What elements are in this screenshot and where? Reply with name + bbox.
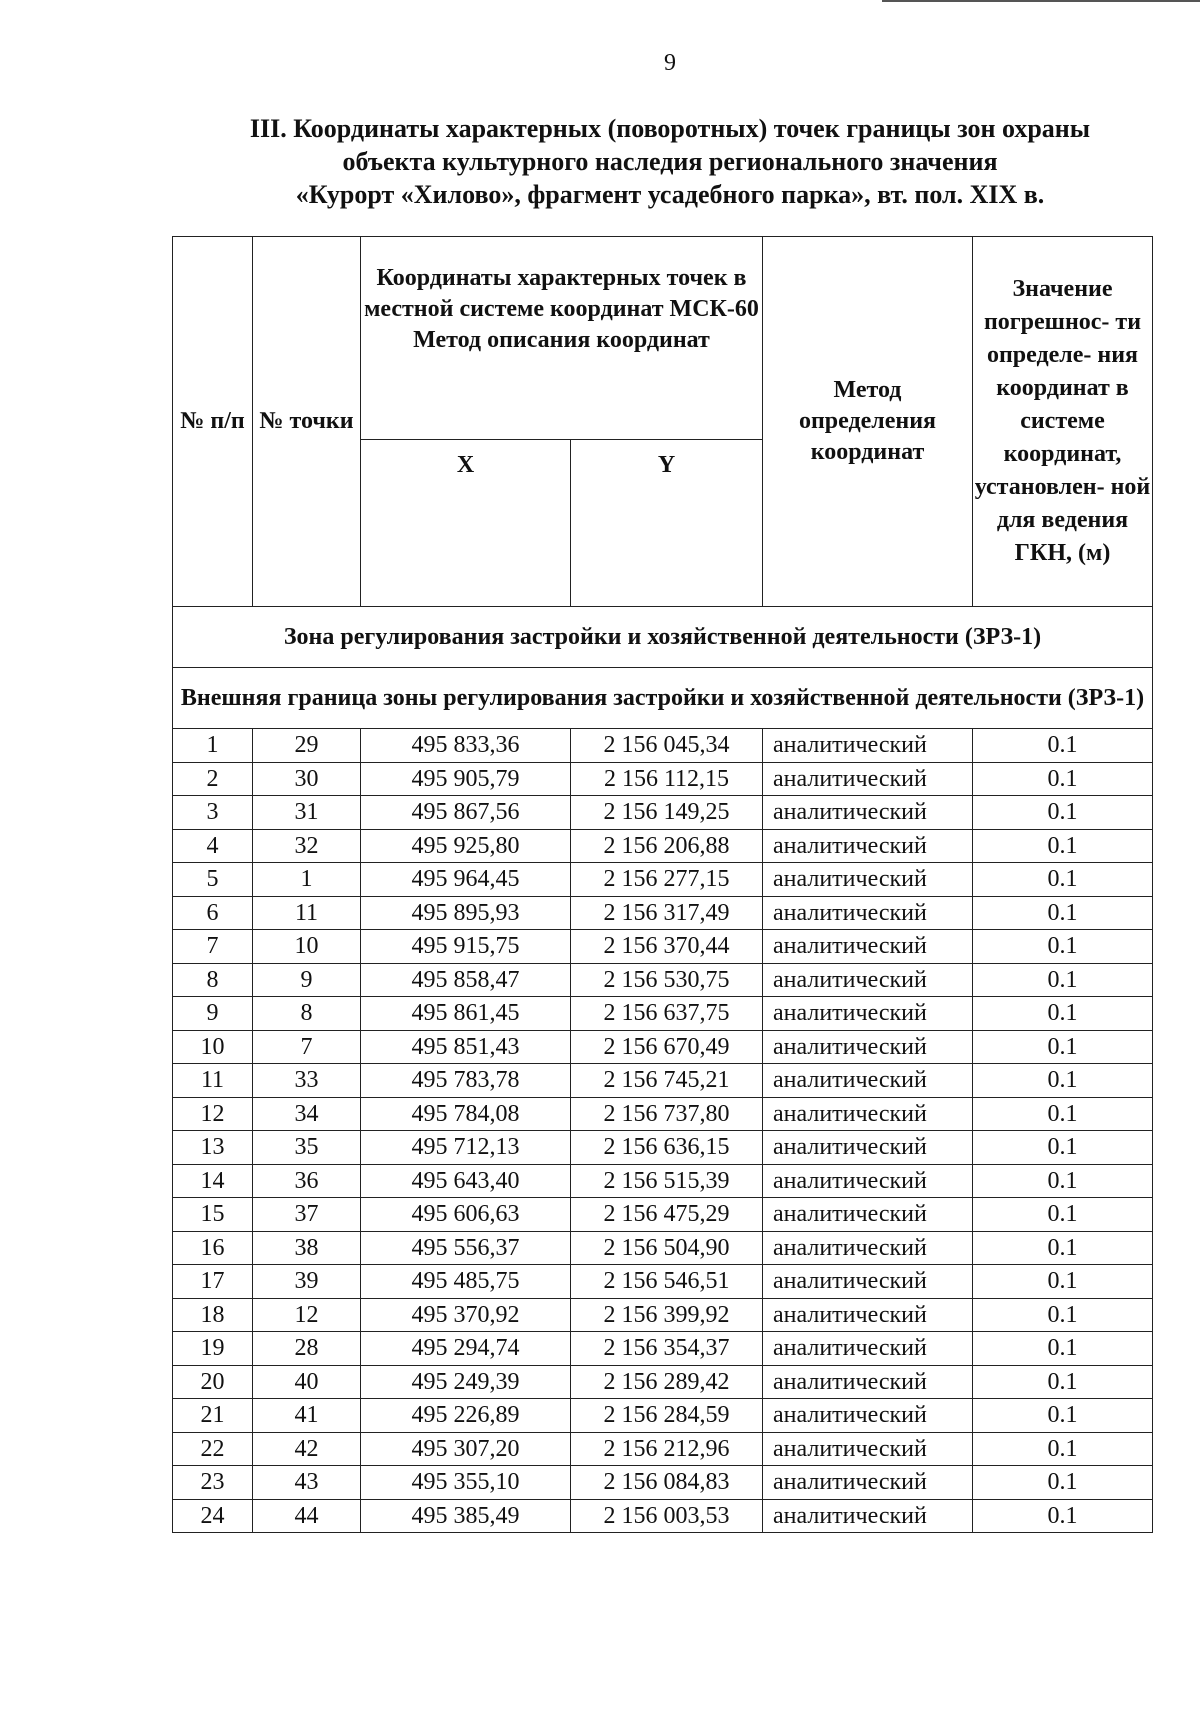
cell-row-number: 6 — [173, 896, 253, 930]
table-row — [173, 1231, 1153, 1265]
cell-y: 2 156 737,80 — [571, 1097, 763, 1131]
cell-accuracy: 0.1 — [973, 1466, 1153, 1500]
section-title — [160, 112, 1180, 211]
cell-x: 495 915,75 — [361, 930, 571, 964]
cell-x: 495 307,20 — [361, 1432, 571, 1466]
cell-method: аналитический — [763, 729, 973, 763]
cell-row-number: 18 — [173, 1298, 253, 1332]
cell-point-number: 37 — [253, 1198, 361, 1232]
table-row — [173, 1164, 1153, 1198]
table-row — [173, 930, 1153, 964]
cell-point-number: 31 — [253, 796, 361, 830]
header-point-number: № точки — [253, 237, 361, 607]
cell-row-number: 11 — [173, 1064, 253, 1098]
cell-x: 495 925,80 — [361, 829, 571, 863]
cell-x: 495 294,74 — [361, 1332, 571, 1366]
cell-x: 495 861,45 — [361, 997, 571, 1031]
table-row — [173, 1399, 1153, 1433]
cell-accuracy: 0.1 — [973, 762, 1153, 796]
cell-row-number: 12 — [173, 1097, 253, 1131]
cell-x: 495 249,39 — [361, 1365, 571, 1399]
header-y: Y — [571, 440, 763, 607]
table-row — [173, 1064, 1153, 1098]
cell-accuracy: 0.1 — [973, 1499, 1153, 1533]
cell-method: аналитический — [763, 1198, 973, 1232]
cell-point-number: 8 — [253, 997, 361, 1031]
zone-section — [173, 607, 1153, 729]
table-row — [173, 1265, 1153, 1299]
section-title-line-3: «Курорт «Хилово», фрагмент усадебного парка», вт. пол. XIX в. — [295, 180, 1045, 209]
cell-accuracy: 0.1 — [973, 829, 1153, 863]
cell-method: аналитический — [763, 1499, 973, 1533]
table-row — [173, 1499, 1153, 1533]
cell-row-number: 21 — [173, 1399, 253, 1433]
cell-y: 2 156 277,15 — [571, 863, 763, 897]
table-row — [173, 762, 1153, 796]
cell-method: аналитический — [763, 930, 973, 964]
cell-point-number: 30 — [253, 762, 361, 796]
zone-title: Зона регулирования застройки и хозяйственной деятельности (ЗРЗ-1) — [173, 607, 1153, 668]
cell-row-number: 15 — [173, 1198, 253, 1232]
table-row — [173, 963, 1153, 997]
cell-point-number: 32 — [253, 829, 361, 863]
cell-accuracy: 0.1 — [973, 863, 1153, 897]
cell-row-number: 16 — [173, 1231, 253, 1265]
cell-row-number: 20 — [173, 1365, 253, 1399]
cell-row-number: 2 — [173, 762, 253, 796]
cell-row-number: 10 — [173, 1030, 253, 1064]
cell-point-number: 7 — [253, 1030, 361, 1064]
table-row — [173, 1365, 1153, 1399]
cell-accuracy: 0.1 — [973, 1231, 1153, 1265]
table-row — [173, 1198, 1153, 1232]
table-row — [173, 796, 1153, 830]
cell-point-number: 12 — [253, 1298, 361, 1332]
cell-x: 495 783,78 — [361, 1064, 571, 1098]
cell-row-number: 7 — [173, 930, 253, 964]
table-body — [173, 729, 1153, 1533]
cell-y: 2 156 475,29 — [571, 1198, 763, 1232]
cell-method: аналитический — [763, 1064, 973, 1098]
table-row — [173, 997, 1153, 1031]
cell-y: 2 156 112,15 — [571, 762, 763, 796]
cell-y: 2 156 003,53 — [571, 1499, 763, 1533]
cell-y: 2 156 149,25 — [571, 796, 763, 830]
cell-accuracy: 0.1 — [973, 1399, 1153, 1433]
cell-y: 2 156 284,59 — [571, 1399, 763, 1433]
cell-method: аналитический — [763, 829, 973, 863]
cell-accuracy: 0.1 — [973, 1097, 1153, 1131]
table-row — [173, 896, 1153, 930]
cell-accuracy: 0.1 — [973, 963, 1153, 997]
cell-method: аналитический — [763, 896, 973, 930]
cell-row-number: 17 — [173, 1265, 253, 1299]
cell-point-number: 29 — [253, 729, 361, 763]
cell-method: аналитический — [763, 762, 973, 796]
cell-y: 2 156 045,34 — [571, 729, 763, 763]
cell-method: аналитический — [763, 1332, 973, 1366]
cell-y: 2 156 745,21 — [571, 1064, 763, 1098]
cell-row-number: 13 — [173, 1131, 253, 1165]
cell-x: 495 784,08 — [361, 1097, 571, 1131]
cell-row-number: 19 — [173, 1332, 253, 1366]
cell-accuracy: 0.1 — [973, 796, 1153, 830]
cell-y: 2 156 546,51 — [571, 1265, 763, 1299]
header-row-number: № п/п — [173, 237, 253, 607]
cell-point-number: 9 — [253, 963, 361, 997]
cell-method: аналитический — [763, 1399, 973, 1433]
cell-point-number: 38 — [253, 1231, 361, 1265]
cell-accuracy: 0.1 — [973, 1164, 1153, 1198]
header-coordinates: Координаты характерных точек в местной системе координат МСК-60 Метод описания координат — [361, 237, 763, 440]
cell-accuracy: 0.1 — [973, 896, 1153, 930]
page-number: 9 — [664, 50, 676, 76]
cell-point-number: 43 — [253, 1466, 361, 1500]
cell-x: 495 485,75 — [361, 1265, 571, 1299]
cell-point-number: 28 — [253, 1332, 361, 1366]
table-row — [173, 1332, 1153, 1366]
cell-accuracy: 0.1 — [973, 1365, 1153, 1399]
cell-x: 495 895,93 — [361, 896, 571, 930]
table-row — [173, 1030, 1153, 1064]
cell-method: аналитический — [763, 1030, 973, 1064]
cell-row-number: 8 — [173, 963, 253, 997]
cell-x: 495 858,47 — [361, 963, 571, 997]
cell-point-number: 33 — [253, 1064, 361, 1098]
cell-y: 2 156 289,42 — [571, 1365, 763, 1399]
cell-point-number: 35 — [253, 1131, 361, 1165]
cell-x: 495 964,45 — [361, 863, 571, 897]
cell-accuracy: 0.1 — [973, 729, 1153, 763]
table-row — [173, 1131, 1153, 1165]
coordinates-table — [172, 236, 1153, 1533]
cell-method: аналитический — [763, 1466, 973, 1500]
cell-method: аналитический — [763, 1164, 973, 1198]
cell-accuracy: 0.1 — [973, 1298, 1153, 1332]
cell-accuracy: 0.1 — [973, 1198, 1153, 1232]
section-title-line-1: III. Координаты характерных (поворотных) точек границы зон охраны — [249, 114, 1091, 143]
cell-method: аналитический — [763, 1432, 973, 1466]
cell-method: аналитический — [763, 1231, 973, 1265]
table-row — [173, 729, 1153, 763]
cell-y: 2 156 399,92 — [571, 1298, 763, 1332]
cell-accuracy: 0.1 — [973, 997, 1153, 1031]
cell-y: 2 156 317,49 — [571, 896, 763, 930]
cell-accuracy: 0.1 — [973, 1131, 1153, 1165]
table-header — [173, 237, 1153, 607]
cell-point-number: 36 — [253, 1164, 361, 1198]
subzone-title: Внешняя граница зоны регулирования застройки и хозяйственной деятельности (ЗРЗ-1) — [173, 668, 1153, 729]
cell-x: 495 556,37 — [361, 1231, 571, 1265]
cell-y: 2 156 354,37 — [571, 1332, 763, 1366]
cell-x: 495 385,49 — [361, 1499, 571, 1533]
cell-x: 495 905,79 — [361, 762, 571, 796]
cell-x: 495 606,63 — [361, 1198, 571, 1232]
cell-point-number: 10 — [253, 930, 361, 964]
header-x: X — [361, 440, 571, 607]
table-row — [173, 863, 1153, 897]
cell-y: 2 156 530,75 — [571, 963, 763, 997]
cell-accuracy: 0.1 — [973, 1432, 1153, 1466]
cell-row-number: 9 — [173, 997, 253, 1031]
cell-accuracy: 0.1 — [973, 1030, 1153, 1064]
cell-row-number: 5 — [173, 863, 253, 897]
cell-y: 2 156 504,90 — [571, 1231, 763, 1265]
cell-y: 2 156 515,39 — [571, 1164, 763, 1198]
table-row — [173, 1432, 1153, 1466]
cell-method: аналитический — [763, 1365, 973, 1399]
cell-accuracy: 0.1 — [973, 930, 1153, 964]
cell-x: 495 712,13 — [361, 1131, 571, 1165]
cell-x: 495 643,40 — [361, 1164, 571, 1198]
cell-method: аналитический — [763, 1131, 973, 1165]
cell-y: 2 156 636,15 — [571, 1131, 763, 1165]
cell-method: аналитический — [763, 997, 973, 1031]
cell-point-number: 44 — [253, 1499, 361, 1533]
cell-method: аналитический — [763, 796, 973, 830]
table-row — [173, 1466, 1153, 1500]
cell-point-number: 11 — [253, 896, 361, 930]
cell-x: 495 226,89 — [361, 1399, 571, 1433]
cell-row-number: 3 — [173, 796, 253, 830]
cell-x: 495 370,92 — [361, 1298, 571, 1332]
cell-accuracy: 0.1 — [973, 1332, 1153, 1366]
cell-method: аналитический — [763, 1298, 973, 1332]
table-row — [173, 1097, 1153, 1131]
cell-row-number: 4 — [173, 829, 253, 863]
cell-method: аналитический — [763, 863, 973, 897]
cell-accuracy: 0.1 — [973, 1064, 1153, 1098]
cell-point-number: 41 — [253, 1399, 361, 1433]
cell-point-number: 40 — [253, 1365, 361, 1399]
cell-point-number: 39 — [253, 1265, 361, 1299]
cell-x: 495 355,10 — [361, 1466, 571, 1500]
table-row — [173, 829, 1153, 863]
cell-y: 2 156 084,83 — [571, 1466, 763, 1500]
cell-row-number: 14 — [173, 1164, 253, 1198]
cell-x: 495 851,43 — [361, 1030, 571, 1064]
cell-y: 2 156 637,75 — [571, 997, 763, 1031]
cell-method: аналитический — [763, 1265, 973, 1299]
cell-point-number: 42 — [253, 1432, 361, 1466]
cell-y: 2 156 212,96 — [571, 1432, 763, 1466]
cell-method: аналитический — [763, 1097, 973, 1131]
cell-row-number: 24 — [173, 1499, 253, 1533]
cell-y: 2 156 206,88 — [571, 829, 763, 863]
cell-y: 2 156 670,49 — [571, 1030, 763, 1064]
cell-row-number: 1 — [173, 729, 253, 763]
cell-point-number: 1 — [253, 863, 361, 897]
cell-method: аналитический — [763, 963, 973, 997]
cell-accuracy: 0.1 — [973, 1265, 1153, 1299]
top-rule — [882, 0, 1200, 2]
header-accuracy: Значение погрешнос- ти определе- ния координат в системе координат, установлен- ной для ведения ГКН, (м) — [973, 237, 1153, 607]
cell-x: 495 867,56 — [361, 796, 571, 830]
header-method: Метод определения координат — [763, 237, 973, 607]
cell-row-number: 23 — [173, 1466, 253, 1500]
cell-x: 495 833,36 — [361, 729, 571, 763]
cell-y: 2 156 370,44 — [571, 930, 763, 964]
cell-row-number: 22 — [173, 1432, 253, 1466]
table-row — [173, 1298, 1153, 1332]
cell-point-number: 34 — [253, 1097, 361, 1131]
section-title-line-2: объекта культурного наследия регионального значения — [342, 147, 998, 176]
